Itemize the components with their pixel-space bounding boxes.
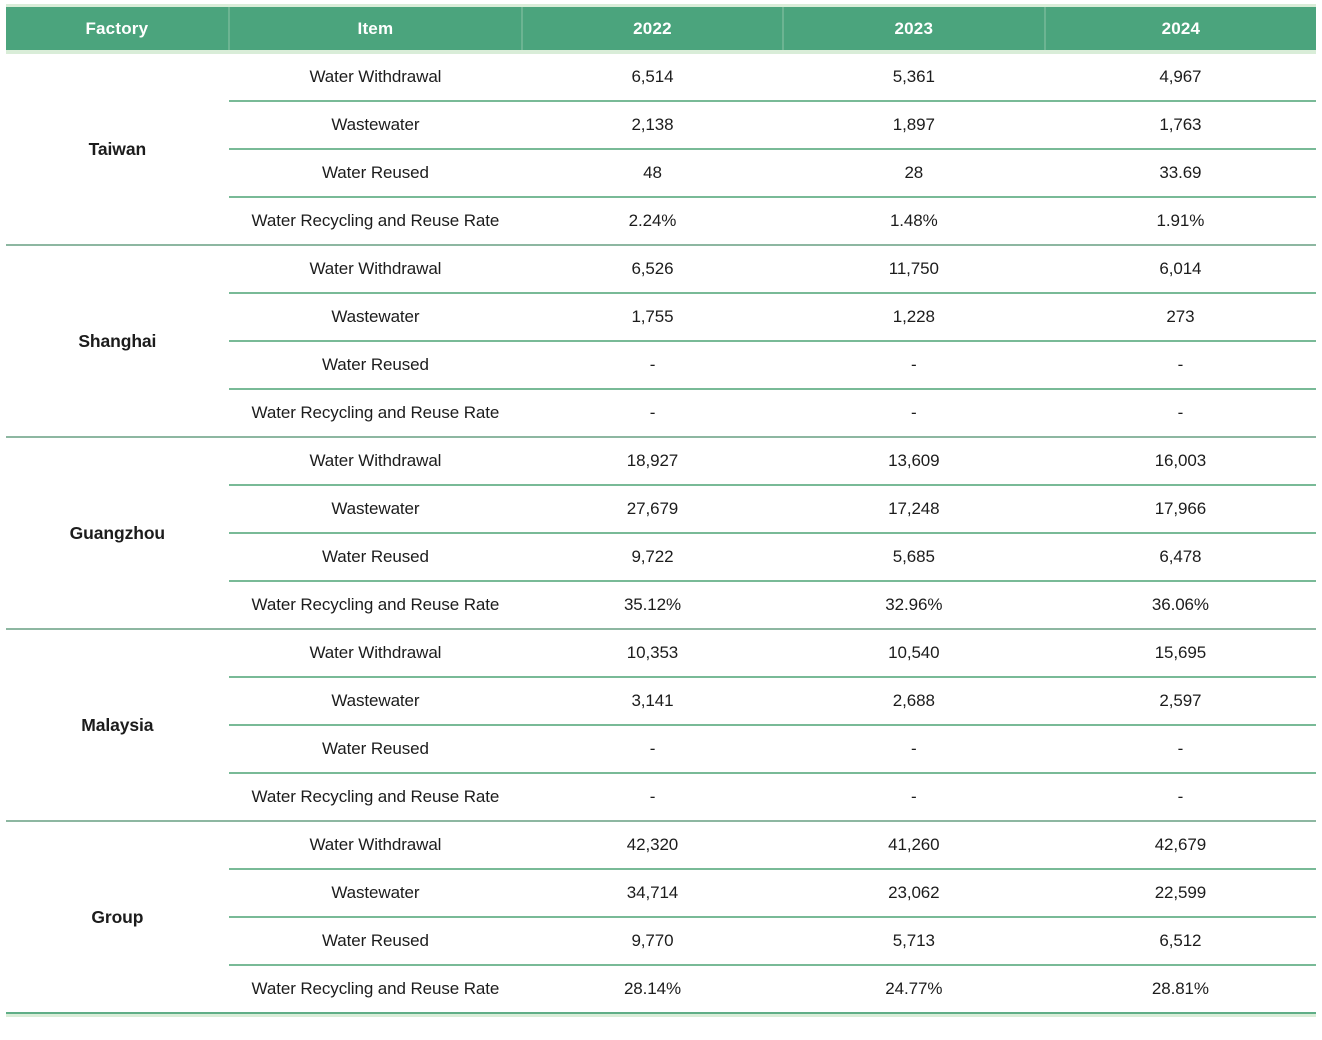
value-cell-2024: -	[1045, 773, 1316, 821]
header-cell-2023: 2023	[783, 6, 1045, 53]
item-cell: Wastewater	[229, 677, 522, 725]
header-cell-2022: 2022	[522, 6, 783, 53]
value-cell-2023: -	[783, 725, 1045, 773]
value-cell-2023: 28	[783, 149, 1045, 197]
table-row	[6, 245, 1316, 293]
value-cell-2024: -	[1045, 341, 1316, 389]
value-cell-2024: 28.81%	[1045, 965, 1316, 1013]
item-cell: Water Recycling and Reuse Rate	[229, 389, 522, 437]
item-cell: Water Reused	[229, 917, 522, 965]
value-cell-2023: 17,248	[783, 485, 1045, 533]
table-row	[6, 52, 1316, 101]
value-cell-2022: -	[522, 773, 783, 821]
value-cell-2024: 17,966	[1045, 485, 1316, 533]
water-table-wrapper	[6, 4, 1316, 1014]
value-cell-2024: 6,014	[1045, 245, 1316, 293]
factory-group-taiwan	[6, 52, 1316, 245]
value-cell-2024: 42,679	[1045, 821, 1316, 869]
item-cell: Water Reused	[229, 533, 522, 581]
value-cell-2022: 18,927	[522, 437, 783, 485]
value-cell-2022: 1,755	[522, 293, 783, 341]
value-cell-2024: 33.69	[1045, 149, 1316, 197]
value-cell-2022: 28.14%	[522, 965, 783, 1013]
table-header	[6, 6, 1316, 53]
value-cell-2024: 36.06%	[1045, 581, 1316, 629]
factory-group-malaysia	[6, 629, 1316, 821]
water-data-table	[6, 4, 1316, 1014]
factory-name: Taiwan	[88, 138, 147, 159]
header-cell-item: Item	[229, 6, 522, 53]
value-cell-2022: 42,320	[522, 821, 783, 869]
value-cell-2023: 5,713	[783, 917, 1045, 965]
value-cell-2024: 6,478	[1045, 533, 1316, 581]
value-cell-2022: 27,679	[522, 485, 783, 533]
value-cell-2022: 3,141	[522, 677, 783, 725]
value-cell-2024: 15,695	[1045, 629, 1316, 677]
value-cell-2022: 2,138	[522, 101, 783, 149]
item-cell: Water Withdrawal	[309, 67, 442, 86]
value-cell-2024: 1,763	[1045, 101, 1316, 149]
table-row	[6, 821, 1316, 869]
item-cell: Water Recycling and Reuse Rate	[229, 197, 522, 245]
table-row	[6, 629, 1316, 677]
value-cell-2022: 10,353	[522, 629, 783, 677]
value-cell-2023: -	[783, 773, 1045, 821]
value-cell-2022: 48	[522, 149, 783, 197]
item-cell: Water Reused	[229, 341, 522, 389]
value-cell-2024: 273	[1045, 293, 1316, 341]
value-cell-2024: -	[1045, 389, 1316, 437]
header-row	[6, 6, 1316, 53]
value-cell-2024: 22,599	[1045, 869, 1316, 917]
value-cell-2024: 4,967	[1159, 67, 1202, 86]
value-cell-2024: 1.91%	[1045, 197, 1316, 245]
item-cell: Wastewater	[229, 485, 522, 533]
item-cell: Water Withdrawal	[229, 629, 522, 677]
value-cell-2023: -	[783, 341, 1045, 389]
item-cell: Water Recycling and Reuse Rate	[229, 773, 522, 821]
value-cell-2022: 9,770	[522, 917, 783, 965]
header-cell-factory: Factory	[6, 6, 229, 53]
value-cell-2023: 1.48%	[783, 197, 1045, 245]
value-cell-2023: -	[783, 389, 1045, 437]
value-cell-2024: -	[1045, 725, 1316, 773]
value-cell-2022: 35.12%	[522, 581, 783, 629]
value-cell-2022: 2.24%	[522, 197, 783, 245]
value-cell-2024: 2,597	[1045, 677, 1316, 725]
item-cell: Water Withdrawal	[229, 821, 522, 869]
value-cell-2023: 13,609	[783, 437, 1045, 485]
factory-group-group	[6, 821, 1316, 1013]
item-cell: Water Recycling and Reuse Rate	[229, 965, 522, 1013]
item-cell: Water Reused	[229, 149, 522, 197]
item-cell: Wastewater	[229, 101, 522, 149]
value-cell-2022: -	[522, 341, 783, 389]
value-cell-2023: 5,361	[892, 67, 935, 86]
value-cell-2023: 10,540	[783, 629, 1045, 677]
value-cell-2023: 11,750	[783, 245, 1045, 293]
header-cell-2024: 2024	[1045, 6, 1316, 53]
factory-group-shanghai	[6, 245, 1316, 437]
value-cell-2023: 2,688	[783, 677, 1045, 725]
value-cell-2022: -	[522, 725, 783, 773]
value-cell-2023: 1,228	[783, 293, 1045, 341]
value-cell-2023: 5,685	[783, 533, 1045, 581]
value-cell-2023: 1,897	[783, 101, 1045, 149]
value-cell-2022: 9,722	[522, 533, 783, 581]
item-cell: Water Withdrawal	[229, 437, 522, 485]
item-cell: Water Withdrawal	[229, 245, 522, 293]
item-cell: Wastewater	[229, 869, 522, 917]
value-cell-2022: 6,526	[522, 245, 783, 293]
factory-group-guangzhou	[6, 437, 1316, 629]
value-cell-2023: 24.77%	[783, 965, 1045, 1013]
item-cell: Wastewater	[229, 293, 522, 341]
value-cell-2024: 6,512	[1045, 917, 1316, 965]
factory-name: Group	[6, 821, 229, 1013]
factory-name: Malaysia	[6, 629, 229, 821]
factory-name: Guangzhou	[6, 437, 229, 629]
value-cell-2023: 23,062	[783, 869, 1045, 917]
table-row	[6, 437, 1316, 485]
item-cell: Water Recycling and Reuse Rate	[229, 581, 522, 629]
value-cell-2022: 6,514	[631, 67, 674, 86]
value-cell-2022: -	[522, 389, 783, 437]
item-cell: Water Reused	[229, 725, 522, 773]
factory-name: Shanghai	[6, 245, 229, 437]
value-cell-2022: 34,714	[522, 869, 783, 917]
value-cell-2023: 32.96%	[783, 581, 1045, 629]
value-cell-2024: 16,003	[1045, 437, 1316, 485]
value-cell-2023: 41,260	[783, 821, 1045, 869]
